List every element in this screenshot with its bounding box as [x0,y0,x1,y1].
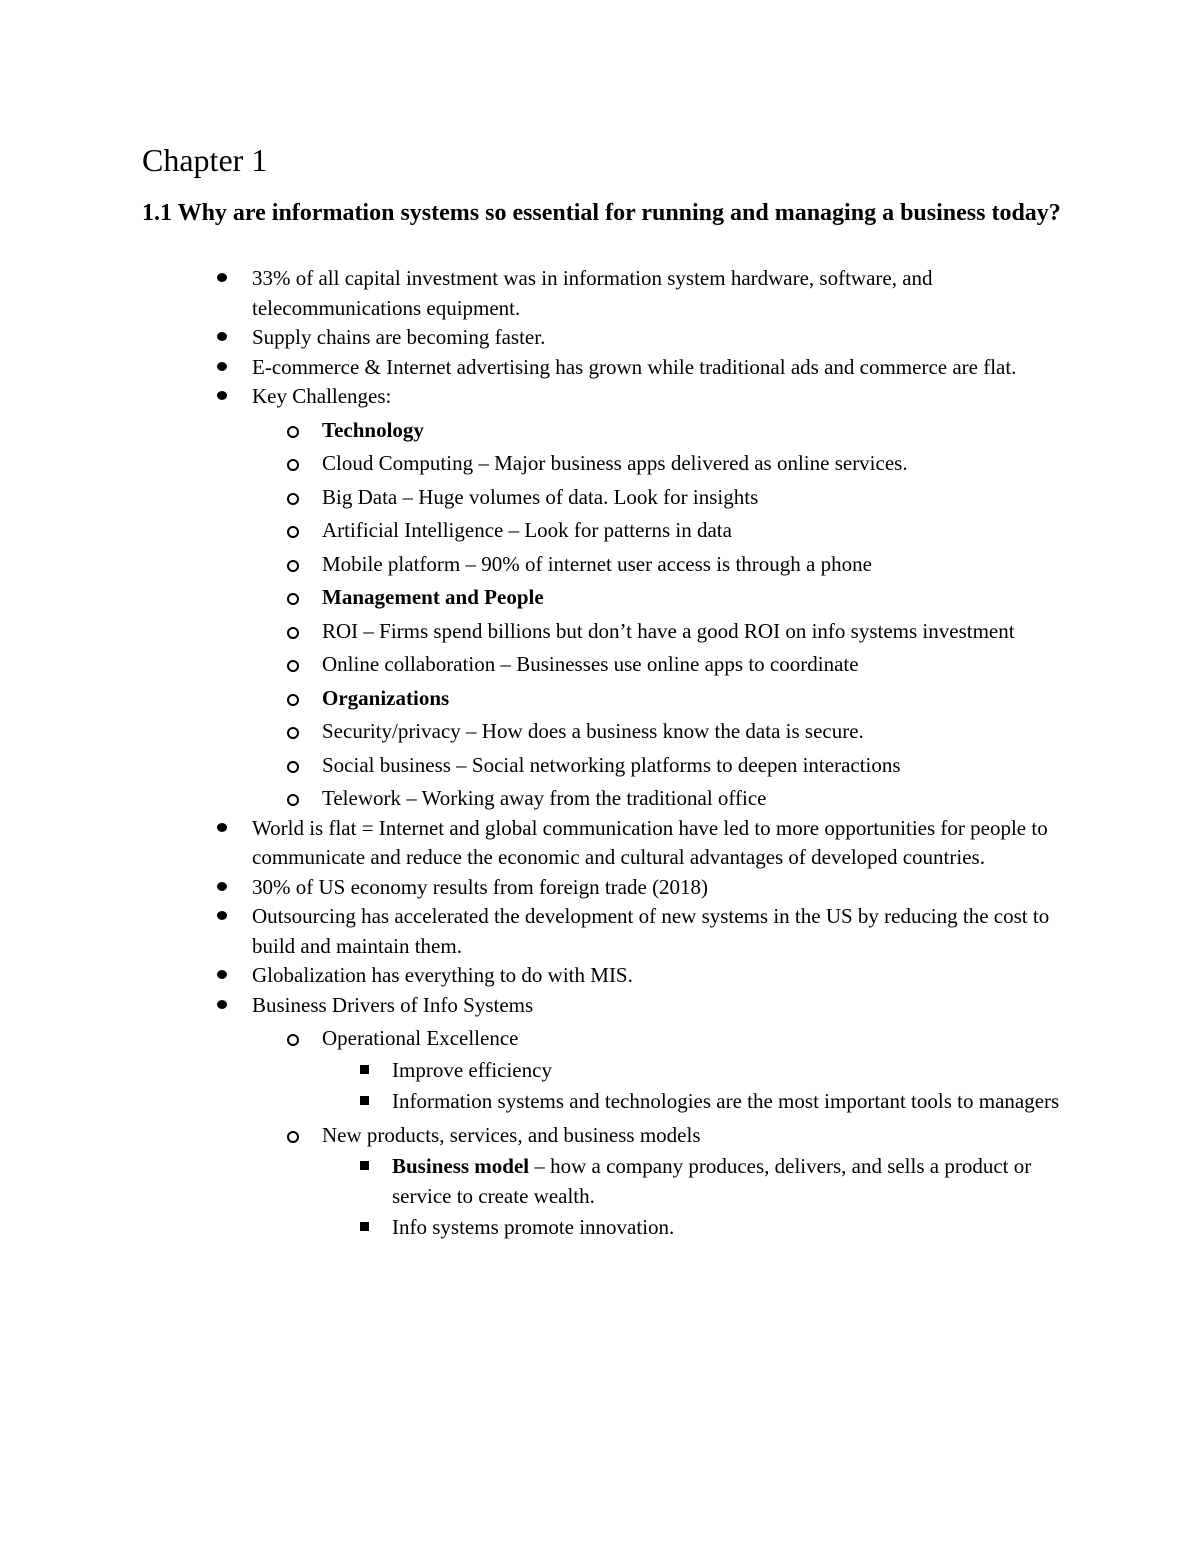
circle-marker-icon [287,694,299,706]
outline-item [392,1056,1062,1086]
section-heading: 1.1 Why are information systems so essential for running and managing a business today? [142,200,1061,226]
bullet-marker-icon [217,970,227,979]
outline-item [322,516,1062,546]
outline-item [322,617,1062,647]
outline-item [252,264,1062,323]
circle-marker-icon [287,727,299,739]
outline-item [322,1024,1062,1054]
outline-item [322,717,1062,747]
outline-item [252,902,1062,961]
outline-item [252,873,1062,903]
outline-item-text: Online collaboration – Businesses use online apps to coordinate [322,652,859,676]
outline-item-text: Supply chains are becoming faster. [252,325,546,349]
outline-item [322,751,1062,781]
outline-item-text: E-commerce & Internet advertising has grown while traditional ads and commerce are flat. [252,354,1017,379]
outline-item-text: Telework – Working away from the traditional office [322,786,767,810]
outline-item-text: Operational Excellence [322,1026,519,1050]
outline-item-text: 33% of all capital investment was in information system hardware, software, and telecommunications equipment. [252,266,933,320]
circle-marker-icon [287,560,299,572]
outline-item [392,1152,1062,1211]
outline-item [392,1087,1062,1117]
circle-marker-icon [287,1034,299,1046]
circle-marker-icon [287,627,299,639]
outline-item-text: Business Drivers of Info Systems [252,992,534,1017]
outline-item [252,353,1062,383]
outline-item-text: – how a company produces, delivers, and sells a product or service to create wealth. [392,1154,1032,1208]
bullet-marker-icon [217,391,227,400]
outline-item [322,550,1062,580]
outline-item-text: Technology [322,417,424,442]
outline-item-text: Globalization has everything to do with MIS. [252,963,633,987]
outline-item-text: 30% of US economy results from foreign trade (2018) [252,874,709,899]
outline-item [252,814,1062,873]
bullet-marker-icon [217,882,227,891]
circle-marker-icon [287,761,299,773]
outline-item [322,416,1062,446]
outline-item-text: World is flat = Internet and global communication have led to more opportunities for people to communicate and reduce the economic and cultural advantages of developed countries. [252,815,1048,869]
outline-item-text: Information systems and technologies are the most important tools to managers [392,1089,1060,1113]
outline-item-text: Mobile platform – 90% of internet user access is through a phone [322,551,872,576]
outline-item-text: Management and People [322,585,544,609]
outline-item [322,650,1062,680]
outline-item-text: Artificial Intelligence – Look for patterns in data [322,518,732,542]
outline-item [322,784,1062,814]
chapter-title: Chapter 1 [142,142,268,178]
definition-term: Business model [392,1154,530,1178]
circle-marker-icon [287,794,299,806]
outline-item-text: Outsourcing has accelerated the development of new systems in the US by reducing the cost to build and maintain them. [252,904,1050,958]
circle-marker-icon [287,526,299,538]
circle-marker-icon [287,426,299,438]
circle-marker-icon [287,459,299,471]
outline-item [322,449,1062,479]
bullet-marker-icon [217,823,227,832]
outline-item [322,483,1062,513]
outline-item-text: ROI – Firms spend billions but don’t have a good ROI on info systems investment [322,618,1015,643]
bullet-marker-icon [217,911,227,920]
outline-item-text: Big Data – Huge volumes of data. Look for insights [322,484,759,509]
outline-item [322,684,1062,714]
outline-item-text: New products, services, and business models [322,1122,701,1147]
outline-list [0,264,1200,1243]
outline-item [252,961,1062,991]
outline-item-text: Security/privacy – How does a business know the data is secure. [322,719,864,743]
square-marker-icon [360,1161,369,1170]
outline-item-text: Info systems promote innovation. [392,1215,675,1239]
outline-item [392,1213,1062,1243]
square-marker-icon [360,1065,369,1074]
bullet-marker-icon [217,332,227,341]
outline-item [322,583,1062,613]
circle-marker-icon [287,593,299,605]
outline-item-text: Organizations [322,685,450,710]
circle-marker-icon [287,1131,299,1143]
outline-item-text: Key Challenges: [252,384,392,408]
outline-item-text: Cloud Computing – Major business apps delivered as online services. [322,451,908,475]
outline-item-text: Social business – Social networking platforms to deepen interactions [322,752,901,777]
bullet-marker-icon [217,273,227,282]
outline-item-text: Improve efficiency [392,1057,552,1082]
square-marker-icon [360,1096,369,1105]
outline-item [252,991,1062,1021]
outline-item [252,323,1062,353]
circle-marker-icon [287,660,299,672]
square-marker-icon [360,1222,369,1231]
outline-item [252,382,1062,412]
bullet-marker-icon [217,1000,227,1009]
outline-item [322,1121,1062,1151]
circle-marker-icon [287,493,299,505]
bullet-marker-icon [217,362,227,371]
